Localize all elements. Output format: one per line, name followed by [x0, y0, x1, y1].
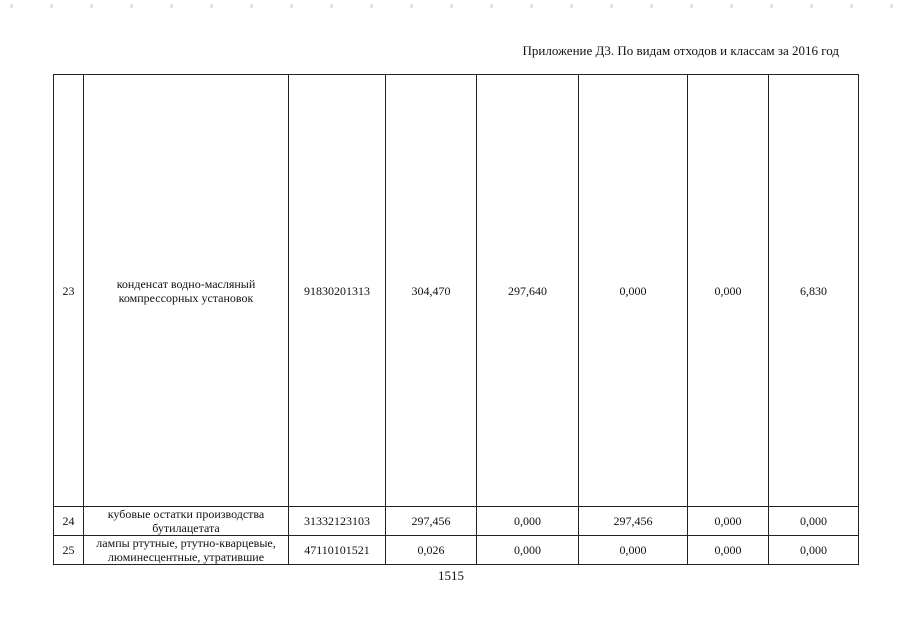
scan-artifact-line	[0, 4, 905, 8]
value-cell: 0,000	[769, 507, 859, 536]
waste-code: 31332123103	[289, 507, 386, 536]
waste-code: 47110101521	[289, 536, 386, 565]
table-row	[54, 75, 859, 507]
appendix-caption: Приложение Д3. По видам отходов и классам за 2016 год	[522, 43, 839, 58]
value-cell: 297,640	[477, 75, 579, 507]
table-row	[54, 536, 859, 565]
value-cell: 6,830	[769, 75, 859, 507]
waste-name: конденсат водно-масляный компрессорных установок	[84, 75, 289, 507]
value-cell: 0,000	[769, 536, 859, 565]
value-cell: 304,470	[386, 75, 477, 507]
value-cell: 0,000	[579, 536, 688, 565]
row-number: 25	[54, 536, 84, 565]
value-cell: 0,000	[688, 75, 769, 507]
row-number: 23	[54, 75, 84, 507]
value-cell: 297,456	[386, 507, 477, 536]
waste-name: лампы ртутные, ртутно-кварцевые, люминесцентные, утратившие	[84, 536, 289, 565]
page-number: 1515	[438, 568, 464, 583]
value-cell: 0,000	[688, 507, 769, 536]
value-cell: 297,456	[579, 507, 688, 536]
value-cell: 0,000	[579, 75, 688, 507]
row-number: 24	[54, 507, 84, 536]
value-cell: 0,000	[477, 536, 579, 565]
table-row	[54, 507, 859, 536]
value-cell: 0,000	[688, 536, 769, 565]
waste-name: кубовые остатки производства бутилацетата	[84, 507, 289, 536]
value-cell: 0,000	[477, 507, 579, 536]
waste-code: 91830201313	[289, 75, 386, 507]
waste-table	[53, 74, 859, 565]
value-cell: 0,026	[386, 536, 477, 565]
